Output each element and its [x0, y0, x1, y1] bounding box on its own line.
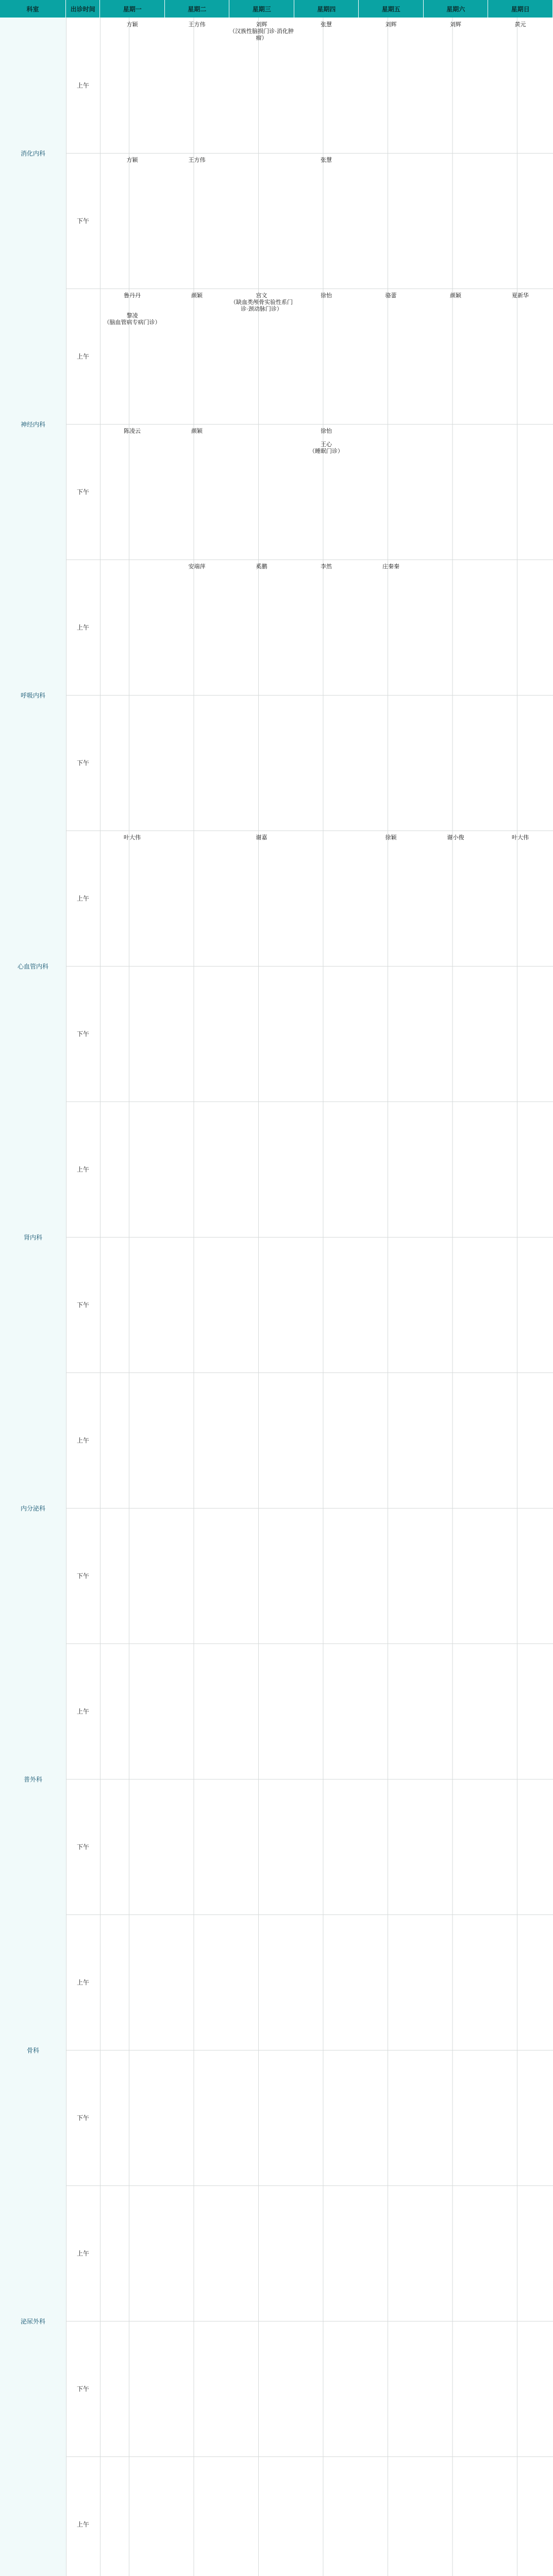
row-time: 下午 [66, 1779, 100, 1914]
schedule-cell [165, 1648, 229, 1775]
schedule-cell: 张慧 [321, 22, 332, 28]
schedule-cell [424, 1106, 488, 1233]
schedule-cell [100, 1106, 164, 1233]
schedule-cell: 方颖 [126, 22, 138, 28]
row-time: 下午 [66, 966, 100, 1101]
table-header [0, 0, 553, 18]
row-time: 上午 [66, 831, 100, 966]
schedule-cell [359, 2054, 423, 2181]
schedule-cell [359, 1241, 423, 1368]
row-time: 下午 [66, 424, 100, 560]
header-day-2: 星期二 [165, 0, 230, 18]
row-time: 下午 [66, 1508, 100, 1643]
schedule-cell: 黄元 [514, 22, 526, 28]
schedule-cell [424, 699, 488, 826]
schedule-cell [229, 1377, 294, 1504]
schedule-cell: 奚鹏 [256, 564, 267, 570]
schedule-cell [424, 564, 488, 691]
schedule-cell [488, 2054, 552, 2181]
schedule-cell [294, 1377, 359, 1504]
schedule-cell [100, 1377, 164, 1504]
schedule-cell: 徐怡 王心 （睡眠门诊） [309, 428, 343, 454]
schedule-cell [294, 699, 359, 826]
schedule-cell [100, 699, 164, 826]
schedule-cell [100, 1241, 164, 1368]
schedule-cell: 颜颖 [191, 293, 203, 299]
schedule-cell: 颜颖 [191, 428, 203, 434]
schedule-cell [488, 970, 552, 1097]
schedule-cell: 刘辉 [385, 22, 397, 28]
schedule-cell [294, 2325, 359, 2452]
schedule-cell [165, 1377, 229, 1504]
row-time: 下午 [66, 2050, 100, 2185]
header-day-7: 星期日 [488, 0, 553, 18]
schedule-cell: 徐怡 [321, 293, 332, 299]
schedule-cell: 徐颖 [385, 835, 397, 841]
schedule-cell [165, 1106, 229, 1233]
schedule-cell [488, 1648, 552, 1775]
header-day-6: 星期六 [424, 0, 489, 18]
dept-name: 骨科 [0, 1914, 66, 2185]
schedule-cell: 张慧 [321, 157, 332, 163]
schedule-cell: 骆蕾 [385, 293, 397, 299]
row-time: 下午 [66, 695, 100, 831]
schedule-cell [229, 1919, 294, 2046]
row-time: 下午 [66, 153, 100, 289]
schedule-cell [100, 2325, 164, 2452]
schedule-cell [359, 2190, 423, 2317]
schedule-cell [359, 428, 423, 555]
schedule-cell [488, 428, 552, 555]
dept-name: 消化内科 [0, 18, 66, 289]
schedule-cell: 王方伟 [188, 22, 206, 28]
schedule-cell [359, 1783, 423, 1910]
schedule-cell [424, 1512, 488, 1639]
schedule-cell: 刘辉 （汉族性脑损门诊·消化肿瘤） [229, 22, 294, 41]
dept-name [0, 2456, 66, 2576]
schedule-cell [165, 2190, 229, 2317]
row-time: 下午 [66, 1237, 100, 1372]
schedule-cell [100, 1648, 164, 1775]
schedule-cell [488, 1106, 552, 1233]
schedule-cell [229, 2461, 294, 2576]
schedule-cell: 陈凌云 [124, 428, 141, 434]
schedule-cell [165, 2325, 229, 2452]
schedule-cell [229, 699, 294, 826]
schedule-cell [424, 1241, 488, 1368]
schedule-cell [294, 1241, 359, 1368]
row-time: 上午 [66, 1101, 100, 1237]
schedule-cell [294, 1106, 359, 1233]
schedule-cell [359, 699, 423, 826]
schedule-cell: 叶大伟 [124, 835, 141, 841]
schedule-cell [488, 564, 552, 691]
header-dept: 科室 [0, 0, 66, 18]
schedule-cell [359, 1106, 423, 1233]
dept-name: 普外科 [0, 1643, 66, 1914]
dept-name: 肾内科 [0, 1101, 66, 1372]
header-day-5: 星期五 [359, 0, 424, 18]
dept-name: 泌尿外科 [0, 2185, 66, 2456]
schedule-cell: 鲁丹丹 黎凌 （脑血管病专病门诊） [104, 293, 161, 326]
schedule-cell [294, 835, 359, 962]
schedule-cell [359, 157, 423, 284]
schedule-cell [294, 1648, 359, 1775]
schedule-cell [294, 2461, 359, 2576]
schedule-cell [424, 2190, 488, 2317]
schedule-cell [229, 1512, 294, 1639]
schedule-cell [165, 2054, 229, 2181]
schedule-cell [424, 2461, 488, 2576]
schedule-cell [488, 1377, 552, 1504]
row-time: 上午 [66, 1372, 100, 1508]
schedule-cell [359, 1648, 423, 1775]
dept-name: 呼吸内科 [0, 560, 66, 831]
schedule-cell: 王方伟 [188, 157, 206, 163]
schedule-cell [488, 1783, 552, 1910]
schedule-cell [294, 1919, 359, 2046]
schedule-cell [424, 1648, 488, 1775]
row-time: 下午 [66, 2321, 100, 2456]
schedule-cell: 方颖 [126, 157, 138, 163]
schedule-cell [165, 835, 229, 962]
schedule-cell [229, 1106, 294, 1233]
schedule-cell [229, 428, 294, 555]
schedule-cell [488, 1512, 552, 1639]
schedule-cell [359, 1919, 423, 2046]
header-day-4: 星期四 [294, 0, 359, 18]
schedule-cell [229, 1241, 294, 1368]
schedule-cell [294, 1512, 359, 1639]
schedule-cell [488, 1241, 552, 1368]
schedule-cell [294, 2190, 359, 2317]
schedule-cell [424, 1919, 488, 2046]
schedule-cell [229, 1783, 294, 1910]
schedule-cell [424, 970, 488, 1097]
row-time: 上午 [66, 2185, 100, 2321]
schedule-cell [100, 2461, 164, 2576]
schedule-cell [165, 2461, 229, 2576]
schedule-cell: 庄秦秦 [382, 564, 399, 570]
schedule-cell [488, 2190, 552, 2317]
schedule-cell: 夏新华 [512, 293, 529, 299]
header-day-3: 星期三 [229, 0, 294, 18]
schedule-cell: 谢小俊 [447, 835, 464, 841]
schedule-cell: 安端萍 [188, 564, 206, 570]
schedule-cell [165, 1241, 229, 1368]
schedule-cell [100, 2190, 164, 2317]
schedule-cell [424, 1783, 488, 1910]
schedule-cell [100, 564, 164, 691]
schedule-cell [424, 428, 488, 555]
schedule-cell [165, 970, 229, 1097]
schedule-cell [165, 1783, 229, 1910]
dept-name: 心血管内科 [0, 831, 66, 1101]
schedule-cell [165, 1919, 229, 2046]
schedule-cell [294, 970, 359, 1097]
schedule-cell [294, 1783, 359, 1910]
schedule-cell: 谢嘉 [256, 835, 267, 841]
schedule-cell [359, 2461, 423, 2576]
schedule-cell [229, 2054, 294, 2181]
schedule-cell: 宫文 （缺血类颅骨实验性系门诊·颈动脉门诊） [230, 293, 293, 312]
header-time: 出诊时间 [66, 0, 100, 18]
schedule-cell [488, 1919, 552, 2046]
row-time: 上午 [66, 289, 100, 424]
schedule-cell [100, 1783, 164, 1910]
schedule-cell [229, 157, 294, 284]
schedule-cell [359, 1512, 423, 1639]
schedule-cell [229, 970, 294, 1097]
schedule-cell [488, 157, 552, 284]
schedule-cell [488, 2325, 552, 2452]
dept-name: 神经内科 [0, 289, 66, 560]
schedule-cell [165, 1512, 229, 1639]
dept-name: 内分泌科 [0, 1372, 66, 1643]
schedule-cell [359, 2325, 423, 2452]
schedule-cell [424, 2325, 488, 2452]
row-time: 上午 [66, 2456, 100, 2576]
schedule-cell [229, 2190, 294, 2317]
schedule-cell [424, 1377, 488, 1504]
schedule-cell: 叶大伟 [512, 835, 529, 841]
schedule-cell [359, 970, 423, 1097]
schedule-cell [100, 2054, 164, 2181]
schedule-cell [165, 699, 229, 826]
schedule-cell [100, 1919, 164, 2046]
schedule-cell [294, 2054, 359, 2181]
schedule-cell [488, 2461, 552, 2576]
schedule-cell: 颜颖 [450, 293, 461, 299]
schedule-cell [488, 699, 552, 826]
schedule-grid [0, 18, 553, 2576]
schedule-cell [229, 2325, 294, 2452]
row-time: 上午 [66, 1643, 100, 1779]
row-time: 上午 [66, 1914, 100, 2050]
schedule-cell [424, 2054, 488, 2181]
schedule-cell [100, 1512, 164, 1639]
row-time: 上午 [66, 560, 100, 695]
schedule-cell [359, 1377, 423, 1504]
header-day-1: 星期一 [100, 0, 165, 18]
schedule-cell [100, 970, 164, 1097]
schedule-cell [229, 1648, 294, 1775]
schedule-cell: 李然 [321, 564, 332, 570]
row-time: 上午 [66, 18, 100, 153]
schedule-cell: 刘辉 [450, 22, 461, 28]
schedule-cell [424, 157, 488, 284]
